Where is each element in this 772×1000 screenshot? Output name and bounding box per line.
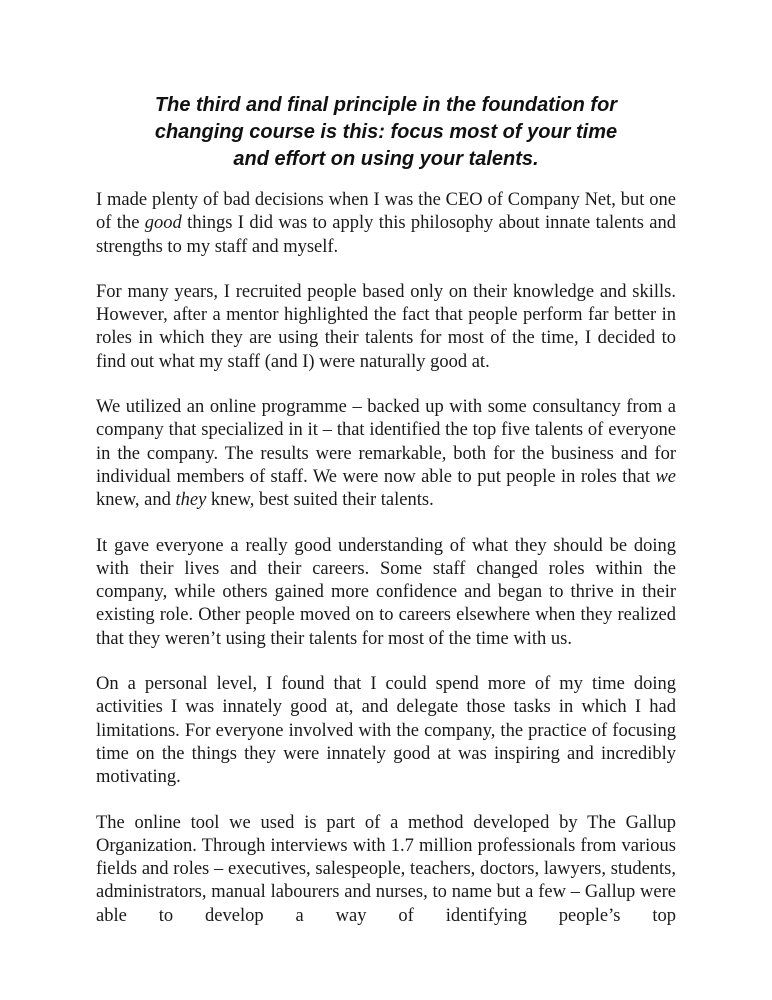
section-heading	[96, 92, 676, 173]
italic-emphasis: we	[655, 466, 676, 487]
text-run: I made plenty of bad decisions when I was the CEO of Company Net, but one of the	[96, 190, 676, 234]
text-run: knew, best suited their talents.	[206, 490, 434, 511]
paragraph: On a personal level, I found that I could spend more of my time doing activities I was innately good at, and delegate those tasks in which I had limitations. For everyone involved with the company, the practice of focusing time on the things they were innately good at was inspiring and incredibly motivating.	[96, 674, 676, 788]
italic-emphasis: they	[175, 490, 207, 511]
text-run: things I did was to apply this philosophy about innate talents and strengths to my staff and myself.	[96, 213, 677, 257]
heading-line: and effort on using your talents.	[233, 148, 539, 170]
paragraph	[96, 396, 676, 512]
heading-line: changing course is this: focus most of your time	[154, 121, 618, 143]
heading-line: The third and final principle in the foundation for	[154, 94, 618, 116]
body-text	[96, 189, 676, 950]
paragraph: The online tool we used is part of a method developed by The Gallup Organization. Through interviews with 1.7 million professionals from various fields and roles – executives, salespeople, teachers, doctors, lawyers, students, administrators, manual labourers and nurses, to name but a few – Gallup were able to develop a way of identifying people’s top	[96, 812, 676, 926]
paragraph: For many years, I recruited people based only on their knowledge and skills. However, after a mentor highlighted the fact that people perform far better in roles in which they are using their talents for most of the time, I decided to find out what my staff (and I) were naturally good at.	[96, 281, 676, 372]
text-run: We utilized an online programme – backed up with some consultancy from a company that specialized in it – that identified the top five talents of everyone in the company. The results were remarkable, both for the business and for individual members of staff. We were now able to put people in roles that	[96, 397, 676, 487]
text-run: knew, and	[96, 490, 176, 511]
paragraph	[96, 189, 676, 259]
italic-emphasis: good	[144, 213, 182, 234]
paragraph: It gave everyone a really good understanding of what they should be doing with their lives and their careers. Some staff changed roles within the company, while others gained more confidence and began to thrive in their existing role. Other people moved on to careers elsewhere when they realized that they weren’t using their talents for most of the time with us.	[96, 535, 676, 649]
